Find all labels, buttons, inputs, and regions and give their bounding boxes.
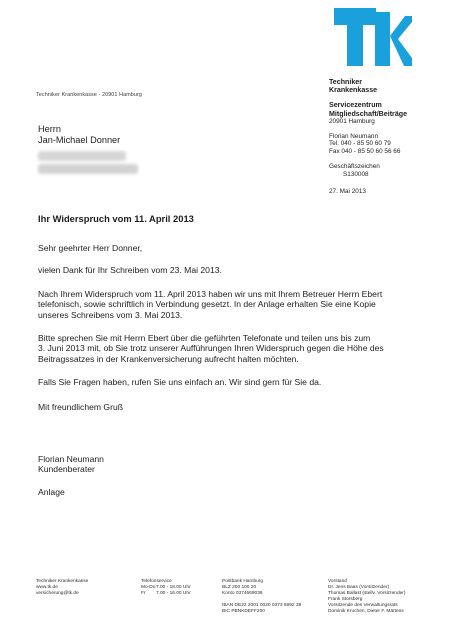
sender-info-block [329,78,469,195]
letter-body [38,243,450,497]
recipient-address [38,124,120,146]
attachment-note: Anlage [38,486,65,497]
footer-text: Postbank Hamburg [222,579,264,584]
footer-link[interactable]: versicherung@tk.de [36,590,79,596]
company-name-2: Krankenkasse [329,86,378,95]
tk-logo-icon [334,8,412,66]
sender-line: Techniker Krankenkasse · 20901 Hamburg [36,92,142,98]
footer-text: Mo-Do [141,584,156,590]
signer-title: Kundenberater [38,464,95,475]
paragraph-2-line: telefonisch, sowie schriftlich in Verbindung gesetzt. In der Anlage erhalten Sie eine Kopie [38,299,376,310]
paragraph-1: vielen Dank für Ihr Schreiben vom 23. Mai 2013. [38,265,222,276]
footer-text: Dominik Kruchen, Dieter F. Märtens [328,608,404,614]
letter-date: 27. Mai 2013 [329,187,366,195]
footer-board [328,579,406,614]
footer-phone-service [141,579,191,597]
footer-text: Thomas Ballast (stellv. Vorsitzender) [328,590,406,596]
department-name-2: Mitgliedschaft/Beiträge [329,109,408,118]
company-name: Techniker [329,78,362,86]
footer-text: 7.00 - 16.00 Uhr [156,590,191,596]
footer-text: BLZ 200 100 20 [222,584,257,590]
department-name: Servicezentrum [329,101,382,110]
redacted-address-line [38,164,138,174]
paragraph-2-line: unseres Schreibens vom 3. Mai 2013. [38,309,183,320]
recipient-name: Jan-Michael Donner [38,135,121,145]
footer-text: Frank Storsberg [328,596,363,602]
footer-link[interactable]: www.tk.de [36,584,58,590]
footer-text: Vorsitzende des Verwaltungsrats [328,602,398,608]
paragraph-2 [38,289,450,320]
footer-text: 7.00 - 18.00 Uhr [156,584,191,590]
contact-name: Florian Neumann [329,132,379,140]
footer-text: Telefonservice [141,579,172,584]
footer-text: Konto 0374669036 [222,590,263,596]
paragraph-3-line: Bitte sprechen Sie mit Herrn Ebert über die geführten Telefonate und teilen uns bis zum [38,333,371,344]
footer-text: Vorstand [328,579,347,584]
footer-contact [36,579,88,597]
footer-hours-row [141,591,191,597]
paragraph-3 [38,333,450,364]
department-city: 20901 Hamburg [329,117,375,125]
letter-subject: Ihr Widerspruch vom 11. April 2013 [38,213,194,224]
recipient-salutation: Herrn [38,124,61,134]
footer-text: IBAN DE22 2001 0020 0373 6992 39 [222,602,302,608]
contact-fax: Fax 040 - 85 50 60 56 66 [329,148,401,156]
signer-name: Florian Neumann [38,454,104,465]
footer-text: Dr. Jens Baas (Vorsitzender) [328,584,390,590]
paragraph-3-line: 3. Juni 2013 mit, ob Sie trotz unserer Aufführungen Ihren Widerspruch gegen die Höhe des [38,343,384,354]
paragraph-2-line: Nach Ihrem Widerspruch vom 11. April 2013 haben wir uns mit Ihrem Betreuer Herrn Ebert [38,288,383,299]
footer-text: Techniker Krankenkasse [36,579,89,584]
redacted-address-line [38,151,126,161]
greeting: Sehr geehrter Herr Donner, [38,243,143,253]
footer-text: Fr [141,590,146,596]
contact-phone: Tel. 040 - 85 50 60 79 [329,140,391,148]
paragraph-3-line: Beitragssatzes in der Krankenversicherung aufrecht halten möchten. [38,353,299,364]
paragraph-4: Falls Sie Fragen haben, rufen Sie uns einfach an. Wir sind gern für Sie da. [38,377,322,388]
footer-bank [222,579,301,614]
closing: Mit freundlichem Gruß [38,401,124,412]
footer-text: BIC PBNKDEFF200 [222,608,265,614]
reference-value: S130008 [343,170,369,178]
reference-label: Geschäftszeichen [329,163,380,170]
